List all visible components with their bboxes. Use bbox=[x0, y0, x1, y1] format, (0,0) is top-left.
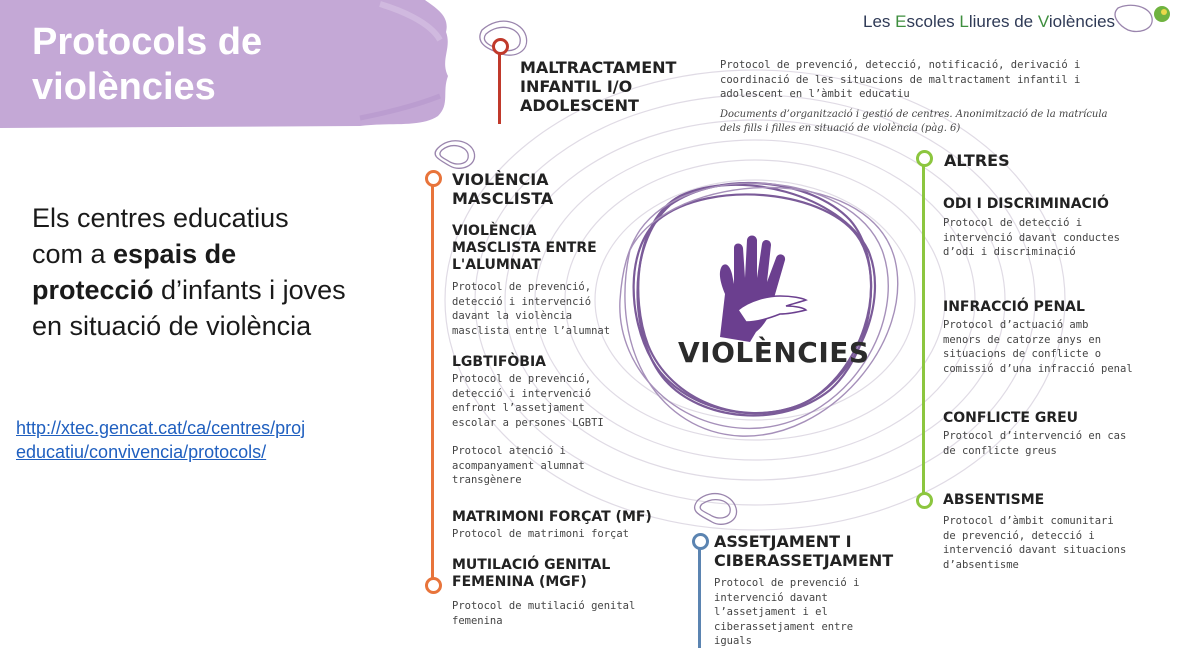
hand-icon bbox=[700, 232, 810, 342]
center-title: VIOLÈNCIES bbox=[678, 336, 870, 369]
conflicte-heading: CONFLICTE GREU bbox=[943, 410, 1079, 426]
slide-title bbox=[32, 20, 262, 110]
maltractament-heading: MALTRACTAMENT INFANTIL I/O ADOLESCENT bbox=[520, 58, 677, 115]
altres-line bbox=[922, 158, 925, 500]
masclista-alumnat-description: Protocol de prevenció, detecció i intervenció davant la violència masclista entre l’alumnat bbox=[452, 281, 611, 337]
infraccio-heading: INFRACCIÓ PENAL bbox=[943, 299, 1085, 315]
mutilacio-heading: MUTILACIÓ GENITAL FEMENINA (MGF) bbox=[452, 557, 611, 590]
altres-dot-top bbox=[916, 150, 933, 167]
maltractament-line bbox=[498, 46, 501, 124]
lgbtifobia-description: Protocol de prevenció, detecció i intervenció enfront l’assetjament escolar a persones LGBTI bbox=[452, 373, 604, 429]
matrimoni-forcat-heading: MATRIMONI FORÇAT (MF) bbox=[452, 509, 652, 525]
lgbtifobia-heading: LGBTIFÒBIA bbox=[452, 354, 547, 370]
title-line-2: violències bbox=[32, 66, 216, 108]
brand-logo-text: Les Escoles Lliures de Violències bbox=[863, 12, 1116, 31]
main-statement: Els centres educatius com a espais de protecció d’infants i joves en situació de violència bbox=[32, 203, 346, 341]
transgenere-description: Protocol atenció i acompanyament alumnat transgènere bbox=[452, 445, 585, 486]
protocols-link[interactable]: http://xtec.gencat.cat/ca/centres/proj educatiu/convivencia/protocols/ bbox=[16, 418, 306, 462]
assetjament-line bbox=[698, 540, 701, 648]
maltractament-note: Documents d’organització i gestió de centres. Anonimització de la matrícula dels fills i filles en situació de violència (pàg. 6) bbox=[720, 109, 1108, 134]
matrimoni-forcat-description: Protocol de matrimoni forçat bbox=[452, 528, 630, 540]
assetjament-dot bbox=[692, 533, 709, 550]
maltractament-dot bbox=[492, 38, 509, 55]
masclista-alumnat-heading: VIOLÈNCIA MASCLISTA ENTRE L'ALUMNAT bbox=[452, 223, 597, 273]
mutilacio-description: Protocol de mutilació genital femenina bbox=[452, 600, 636, 627]
maltractament-description: Protocol de prevenció, detecció, notificació, derivació i coordinació de les situacions de maltractament infantil i adolescent en l’àmbit educatiu bbox=[720, 59, 1081, 100]
altres-heading: ALTRES bbox=[944, 151, 1010, 170]
altres-dot-bottom bbox=[916, 492, 933, 509]
assetjament-heading: ASSETJAMENT I CIBERASSETJAMENT bbox=[714, 532, 894, 570]
masclista-heading: VIOLÈNCIA MASCLISTA bbox=[452, 170, 554, 208]
infraccio-description: Protocol d’actuació amb menors de catorze anys en situacions de conflicte o comissió d’una infracció penal bbox=[943, 319, 1133, 375]
odi-description: Protocol de detecció i intervenció davant conductes d’odi i discriminació bbox=[943, 217, 1121, 258]
masclista-dot-top bbox=[425, 170, 442, 187]
absentisme-description: Protocol d’àmbit comunitari de prevenció, detecció i intervenció davant situacions d’absentisme bbox=[943, 515, 1127, 571]
masclista-dot-bottom bbox=[425, 577, 442, 594]
masclista-line bbox=[431, 178, 434, 585]
conflicte-description: Protocol d’intervenció en cas de conflicte greus bbox=[943, 430, 1127, 457]
title-line-1: Protocols de bbox=[32, 21, 263, 63]
assetjament-description: Protocol de prevenció i intervenció davant l’assetjament i el ciberassetjament entre iguals bbox=[714, 577, 860, 647]
absentisme-heading: ABSENTISME bbox=[943, 492, 1045, 508]
odi-heading: ODI I DISCRIMINACIÓ bbox=[943, 196, 1109, 212]
